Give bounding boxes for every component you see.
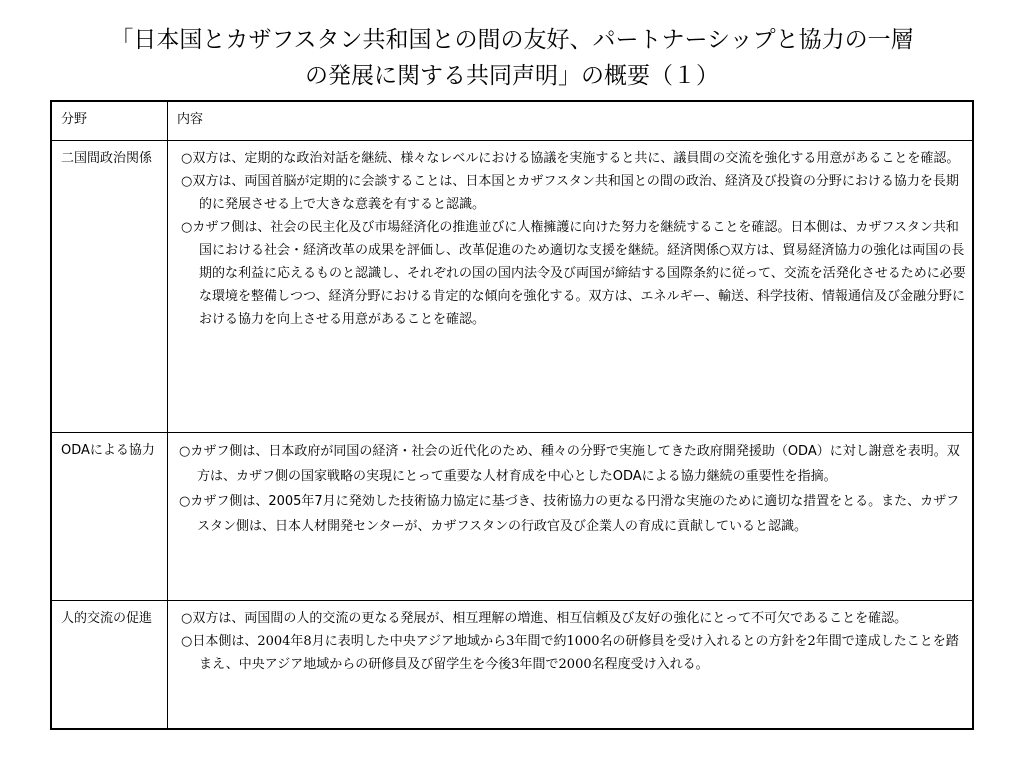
table-header-row	[51, 101, 973, 141]
field-exchange: 人的交流の促進	[51, 601, 168, 729]
header-field: 分野	[51, 101, 168, 141]
title-line-1: 「日本国とカザフスタン共和国との間の友好、パートナーシップと協力の一層	[110, 27, 914, 53]
list-item: ○カザフ側は、2005年7月に発効した技術協力協定に基づき、技術協力の更なる円滑な実施のために適切な措置をとる。また、カザフスタン側は、日本人材開発センターが、カザフスタンの行政官及び企業人の育成に貢献していると認識。	[179, 494, 960, 534]
table-row-oda	[51, 433, 973, 601]
field-political: 二国間政治関係	[51, 141, 168, 433]
summary-table	[50, 100, 974, 730]
list-item: ○双方は、定期的な政治対話を継続、様々なレベルにおける協議を実施すると共に、議員間の交流を強化する用意があることを確認。	[181, 151, 960, 166]
list-item: ○日本側は、2004年8月に表明した中央アジア地域から3年間で約1000名の研修員を受け入れるとの方針を2年間で達成したことを踏まえ、中央アジア地域からの研修員及び留学生を今後3年間で2000名程度受け入れる。	[181, 634, 959, 672]
title-line-2: の発展に関する共同声明」の概要（１）	[305, 63, 719, 89]
list-item: ○双方は、両国間の人的交流の更なる発展が、相互理解の増進、相互信頼及び友好の強化にとって不可欠であることを確認。	[181, 611, 908, 626]
table-row-political	[51, 141, 973, 433]
header-content: 内容	[168, 101, 974, 141]
content-exchange	[168, 601, 974, 729]
content-political	[168, 141, 974, 433]
content-oda	[168, 433, 974, 601]
list-item: ○カザフ側は、社会の民主化及び市場経済化の推進並びに人権擁護に向けた努力を継続することを確認。日本側は、カザフスタン共和国における社会・経済改革の成果を評価し、改革促進のため適切な支援を継続。経済関係○双方は、貿易経済協力の強化は両国の長期的な利益に応えるものと認識し、それぞれの国の国内法令及び両国が締結する国際条約に従って、交流を活発化させるために必要な環境を整備しつつ、経済分野における肯定的な傾向を強化する。双方は、エネルギー、輸送、科学技術、情報通信及び金融分野における協力を向上させる用意があることを確認。	[181, 220, 966, 327]
list-item: ○双方は、両国首脳が定期的に会談することは、日本国とカザフスタン共和国との間の政治、経済及び投資の分野における協力を長期的に発展させる上で大きな意義を有すると認識。	[181, 174, 959, 212]
field-oda: ODAによる協力	[51, 433, 168, 601]
document-title	[40, 22, 984, 94]
table-row-exchange	[51, 601, 973, 729]
list-item: ○カザフ側は、日本政府が同国の経済・社会の近代化のため、種々の分野で実施してきた政府開発援助（ODA）に対し謝意を表明。双方は、カザフ側の国家戦略の実現にとって重要な人材育成を中心としたODAによる協力継続の重要性を指摘。	[179, 444, 960, 484]
